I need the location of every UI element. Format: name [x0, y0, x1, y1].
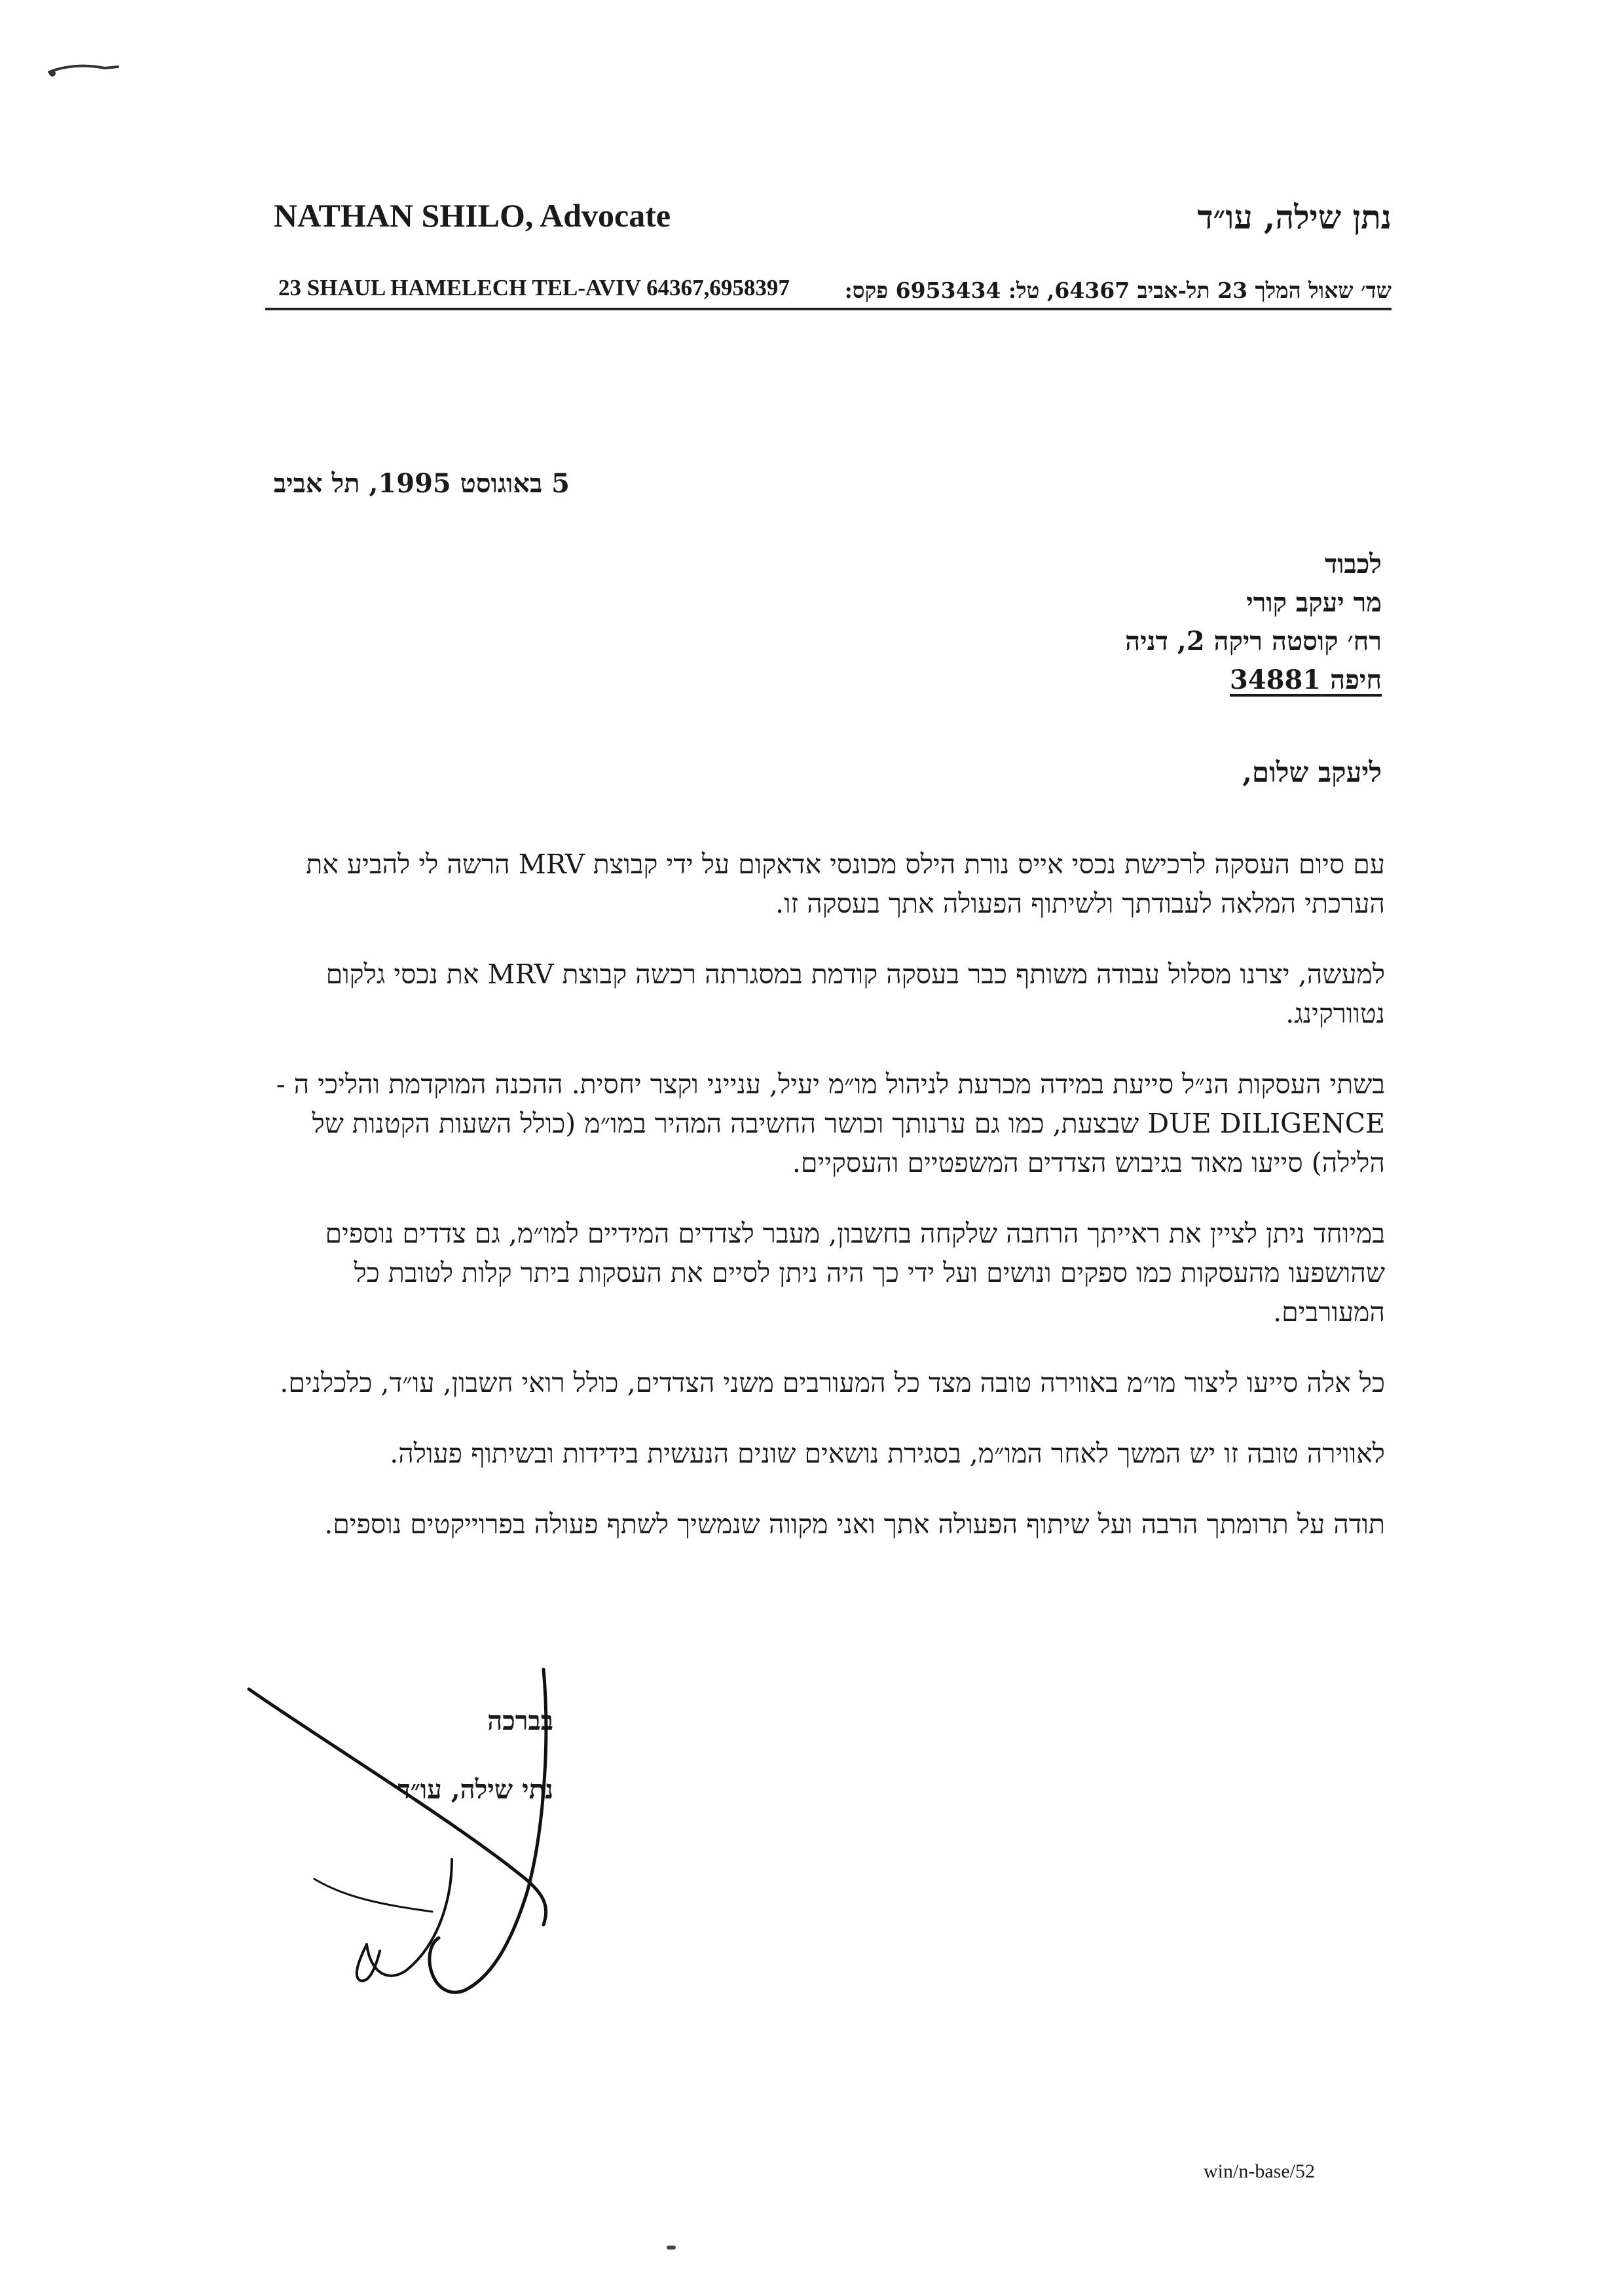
letterhead-name-hebrew: נתן שילה, עו״ד	[1197, 198, 1392, 236]
letter-date: 5 באוגוסט 1995, תל אביב	[273, 468, 570, 499]
letterhead-name-english: NATHAN SHILO, Advocate	[274, 197, 671, 234]
scan-smudge-mark	[46, 59, 124, 79]
recipient-block	[858, 545, 1382, 699]
body-paragraph: תודה על תרומתך הרבה ועל שיתוף הפעולה אתך ואני מקווה שנמשיך לשתף פעולה בפרוייקטים נוספים.	[324, 1508, 1385, 1540]
recipient-city: חיפה 34881	[1229, 665, 1382, 695]
body-paragraph: עם סיום העסקה לרכישת נכסי אייס נורת הילס מכונסי אדאקום על ידי קבוצת MRV הרשה לי להביע את הערכתי המלאה לעבודתך ולשיתוף הפעולה אתך בעסקה זו.	[306, 848, 1385, 919]
body-paragraph: כל אלה סייעו ליצור מו״מ באווירה טובה מצד כל המעורבים משני הצדדים, כולל רואי חשבון, עו״ד, כלכלנים.	[280, 1367, 1385, 1398]
letterhead-address-line	[265, 275, 1392, 310]
letterhead-address-hebrew: שד׳ שאול המלך 23 תל-אביב 64367, טל: 6953434 פקס:	[844, 278, 1392, 303]
salutation: ליעקב שלום,	[1242, 756, 1382, 788]
recipient-name: מר יעקב קורי	[1246, 587, 1382, 618]
recipient-honorific: לכבוד	[1324, 549, 1382, 579]
recipient-street: רח׳ קוסטה ריקה 2, דניה	[1125, 626, 1382, 657]
body-paragraph: במיוחד ניתן לציין את ראייתך הרחבה שלקחה בחשבון, מעבר לצדדים המידיים למו״מ, גם צדדים נוספים שהושפעו מהעסקות כמו ספקים ונושים ועל ידי כך היה ניתן לסיים את העסקות ביתר קלות לטובת כל המעורבים.	[325, 1218, 1385, 1328]
document-reference-code: win/n-base/52	[1204, 2160, 1315, 2182]
body-paragraph: למעשה, יצרנו מסלול עבודה משותף כבר בעסקה קודמת במסגרתה רכשה קבוצת MRV את נכסי גלקום נטוורקינג.	[325, 958, 1385, 1029]
letter-body	[242, 845, 1385, 1575]
scan-dot-mark	[667, 2246, 676, 2250]
body-paragraph: בשתי העסקות הנ״ל סייעת במידה מכרעת לניהול מו״מ יעיל, ענייני וקצר יחסית. ההכנה המוקדמת והליכי ה - DUE DILIGENCE שבצעת, כמו גם ערנותך וכושר החשיבה המהיר במו״מ (כולל השעות הקטנות של הלילה) סייעו מאוד בגיבוש הצדדים המשפטיים והעסקיים.	[276, 1068, 1385, 1178]
signer-name: נתי שילה, עו״ד	[397, 1774, 553, 1805]
body-paragraph: לאווירה טובה זו יש המשך לאחר המו״מ, בסגירת נושאים שונים הנעשית בידידות ובשיתוף פעולה.	[390, 1438, 1385, 1469]
closing-greeting: בברכה	[487, 1705, 553, 1736]
letterhead-address-english: 23 SHAUL HAMELECH TEL-AVIV 64367,6958397	[278, 275, 790, 301]
handwritten-signature	[236, 1663, 602, 2056]
